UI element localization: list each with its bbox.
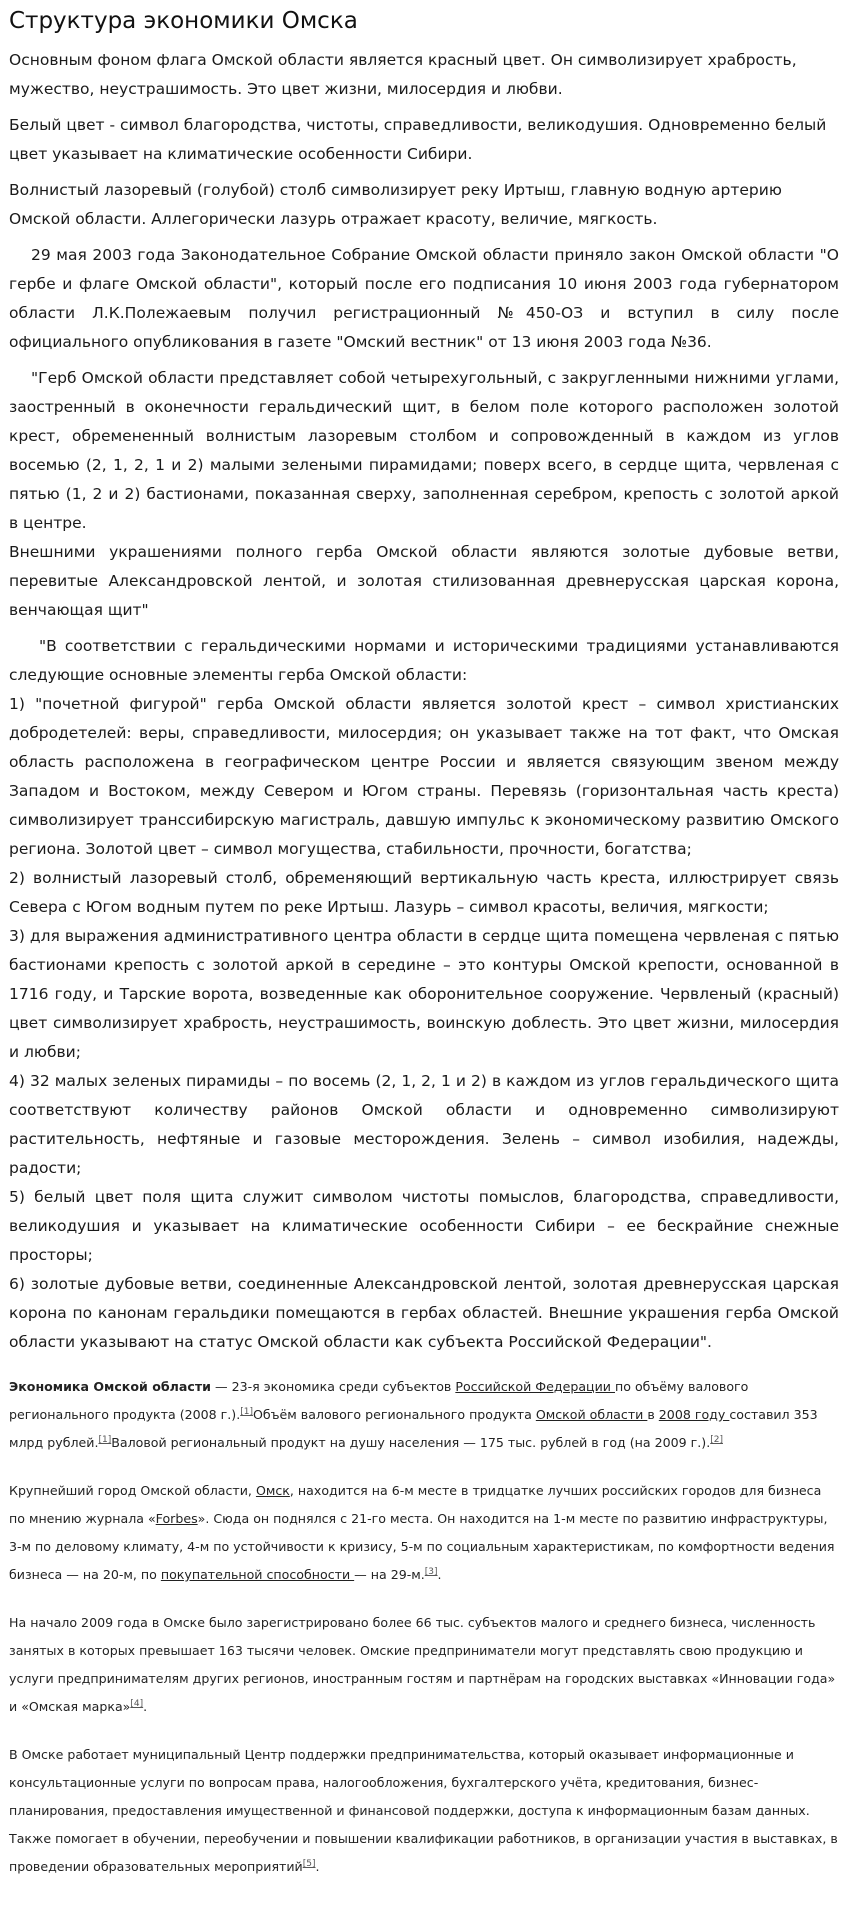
link-purchasing-power[interactable]: покупательной способности — [160, 1567, 355, 1582]
link-russian-federation[interactable]: Российской Федерации — [455, 1379, 615, 1394]
footnote-ref-1[interactable]: [1] — [240, 1406, 253, 1417]
element-item-5: 5) белый цвет поля щита служит символом чистоты помыслов, благородства, справедливости, великодушия и указывает на климатические особенности Сибири – ее бескрайние снежные просторы; — [9, 1188, 839, 1264]
element-item-6: 6) золотые дубовые ветви, соединенные Александровской лентой, золотая древнерусская царская корона по канонам геральдики помещаются в гербах областей. Внешние украшения герба Омской области указывают на статус Омской области как субъекта Российской Федерации". — [9, 1275, 839, 1351]
flag-paragraph-azure: Волнистый лазоревый (голубой) столб символизирует реку Иртыш, главную водную артерию Омской области. Аллегорически лазурь отражает красоту, величие, мягкость. — [9, 181, 782, 228]
coat-ornaments: Внешними украшениями полного герба Омской области являются золотые дубовые ветви, перевитые Александровской лентой, и золотая стилизованная древнерусская царская корона, венчающая щит" — [9, 543, 839, 619]
law-paragraph: 29 мая 2003 года Законодательное Собрание Омской области приняло закон Омской области "О гербе и флаге Омской области", который после его подписания 10 июня 2003 года губернатором области Л.К.Полежаевым получил регистрационный №450-ОЗ и вступил в силу после официального опубликования в газете "Омский вестник" от 13 июня 2003 года №36. — [9, 246, 839, 351]
economy-heading: Экономика Омской области — [9, 1379, 211, 1394]
footnote-ref-5[interactable]: [5] — [302, 1858, 316, 1869]
element-item-4: 4) 32 малых зеленых пирамиды – по восемь (2, 1, 2, 1 и 2) в каждом из углов геральдического щита соответствуют количеству районов Омской области и одновременно символизируют растительность, нефтяные и газовые месторождения. Зелень – символ изобилия, надежды, радости; — [9, 1072, 839, 1177]
coat-elements — [9, 632, 839, 1357]
coat-description: "Герб Омской области представляет собой четырехугольный, с закругленными нижними углами, заостренный в оконечности геральдический щит, в белом поле которого расположен золотой крест, обремененный волнистым лазоревым столбом и сопровожденный в каждом из углов восемью (2, 1, 2, 1 и 2) малыми зелеными пирамидами; поверх всего, в сердце щита, червленая с пятью (1, 2 и 2) бастионами, показанная сверху, заполненная серебром, крепость с золотой аркой в центре. — [9, 369, 839, 532]
footnote-ref-2[interactable]: [2] — [710, 1434, 723, 1445]
footnote-ref-1b[interactable]: [1] — [98, 1434, 112, 1445]
footnote-ref-4[interactable]: [4] — [130, 1698, 144, 1709]
link-forbes[interactable]: Forbes — [155, 1511, 198, 1526]
elements-intro: "В соответствии с геральдическими нормами и историческими традициями устанавливаются следующие основные элементы герба Омской области: — [9, 637, 839, 684]
element-item-3: 3) для выражения административного центра области в сердце щита помещена червленая с пятью бастионами крепость с золотой аркой в середине – это контуры Омской крепости, основанной в 1716 году, и Тарские ворота, возведенные как оборонительное сооружение. Червленый (красный) цвет символизирует храбрость, неустрашимость, воинскую доблесть. Это цвет жизни, милосердия и любви; — [9, 927, 839, 1061]
flag-paragraph-red: Основным фоном флага Омской области является красный цвет. Он символизирует храбрость, мужество, неустрашимость. Это цвет жизни, милосердия и любви. — [9, 51, 797, 98]
flag-paragraph-white: Белый цвет - символ благородства, чистоты, справедливости, великодушия. Одновременно белый цвет указывает на климатические особенности Сибири. — [9, 116, 827, 163]
business-paragraph: На начало 2009 года в Омске было зарегистрировано более 66 тыс. субъектов малого и среднего бизнеса, численность занятых в которых превышает 163 тысячи человек. Омские предприниматели могут представлять свою продукцию и услуги предпринимателям других регионов, иностранным гостям и партнёрам на городских выставках «Инновации года» и «Омская марка»[4]. — [9, 1615, 836, 1714]
economy-paragraph: Экономика Омской области — 23-я экономика среди субъектов Российской Федерации по объёму валового регионального продукта (2008 г.).[1]Объём валового регионального продукта Омской области в 2008 году составил 353 млрд рублей.[1]Валовой региональный продукт на душу населения — 175 тыс. рублей в год (на 2009 г.).[2] — [9, 1379, 818, 1450]
element-item-1: 1) "почетной фигурой" герба Омской области является золотой крест – символ христианских добродетелей: веры, справедливости, милосердия; он указывает также на тот факт, что Омская область расположена в географическом центре России и является связующим звеном между Западом и Востоком, между Севером и Югом страны. Перевязь (горизонтальная часть креста) символизирует транссибирскую магистраль, давшую импульс к экономическому развитию Омского региона. Золотой цвет – символ могущества, стабильности, прочности, богатства; — [9, 695, 839, 858]
link-2008-year[interactable]: 2008 году — [658, 1407, 730, 1422]
footnote-ref-3[interactable]: [3] — [424, 1566, 438, 1577]
link-omsk[interactable]: Омск — [255, 1483, 290, 1498]
element-item-2: 2) волнистый лазоревый столб, обременяющий вертикальную часть креста, иллюстрирует связь Севера с Югом водным путем по реке Иртыш. Лазурь – символ красоты, величия, мягкости; — [9, 869, 839, 916]
link-omsk-oblast[interactable]: Омской области — [535, 1407, 648, 1422]
support-paragraph: В Омске работает муниципальный Центр поддержки предпринимательства, который оказывает информационные и консультационные услуги по вопросам права, налогообложения, бухгалтерского учёта, кредитования, бизнес-планирования, предоставления имущественной и финансовой поддержки, доступа к информационным базам данных. Также помогает в обучении, переобучении и повышении квалификации работников, в организации участия в выставках, в проведении образовательных мероприятий[5]. — [9, 1747, 838, 1874]
page-title: Структура экономики Омска — [9, 8, 358, 34]
city-paragraph: Крупнейший город Омской области, Омск, находится на 6-м месте в тридцатке лучших российских городов для бизнеса по мнению журнала «Forbes». Сюда он поднялся с 21-го места. Он находится на 1-м месте по развитию инфраструктуры, 3-м по деловому климату, 4-м по устойчивости к кризису, 5-м по социальным характеристикам, по комфортности ведения бизнеса — на 20-м, по покупательной способности — на 29-м.[3]. — [9, 1483, 835, 1582]
